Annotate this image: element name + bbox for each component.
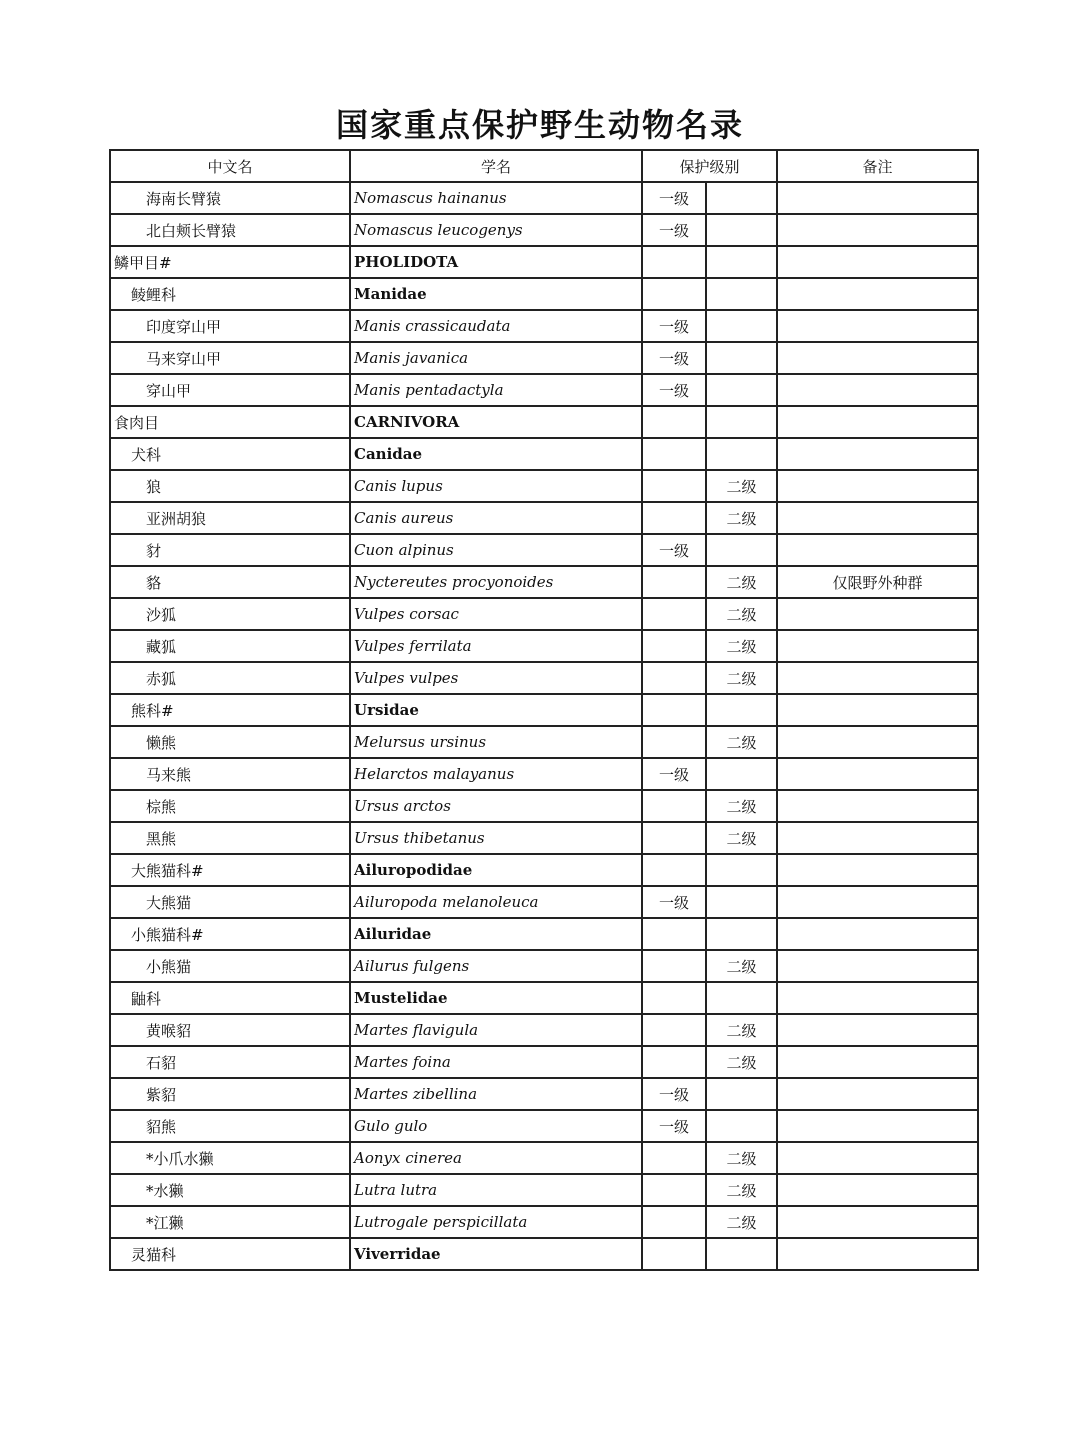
level-two-cell	[706, 758, 777, 790]
level-one-cell	[642, 662, 706, 694]
chinese-name-cell: *水獭	[110, 1174, 350, 1206]
remarks-cell	[777, 342, 978, 374]
header-remarks: 备注	[777, 150, 978, 182]
remarks-cell	[777, 1142, 978, 1174]
table-row	[110, 342, 978, 374]
level-two-cell	[706, 438, 777, 470]
remarks-cell	[777, 246, 978, 278]
remarks-cell	[777, 1014, 978, 1046]
scientific-name-cell: Nomascus hainanus	[350, 182, 642, 214]
scientific-name-cell: Gulo gulo	[350, 1110, 642, 1142]
scientific-name-cell: Manidae	[350, 278, 642, 310]
table-row	[110, 470, 978, 502]
header-chinese-name: 中文名	[110, 150, 350, 182]
remarks-cell	[777, 1238, 978, 1270]
level-two-cell	[706, 406, 777, 438]
level-one-cell: 一级	[642, 1078, 706, 1110]
chinese-name-cell: 小熊猫	[110, 950, 350, 982]
table-row	[110, 1078, 978, 1110]
scientific-name-cell: Canis lupus	[350, 470, 642, 502]
level-two-cell: 二级	[706, 1206, 777, 1238]
level-two-cell	[706, 214, 777, 246]
level-two-cell	[706, 1238, 777, 1270]
chinese-name-cell: 石貂	[110, 1046, 350, 1078]
remarks-cell	[777, 1046, 978, 1078]
level-one-cell: 一级	[642, 374, 706, 406]
scientific-name-cell: Martes zibellina	[350, 1078, 642, 1110]
scientific-name-cell: Ailuropoda melanoleuca	[350, 886, 642, 918]
level-one-cell: 一级	[642, 310, 706, 342]
level-two-cell	[706, 918, 777, 950]
level-two-cell	[706, 694, 777, 726]
chinese-name-cell: 懒熊	[110, 726, 350, 758]
level-one-cell: 一级	[642, 534, 706, 566]
table-row	[110, 1014, 978, 1046]
table-row	[110, 1206, 978, 1238]
table-row	[110, 1046, 978, 1078]
scientific-name-cell: Manis crassicaudata	[350, 310, 642, 342]
remarks-cell	[777, 918, 978, 950]
scientific-name-cell: Vulpes corsac	[350, 598, 642, 630]
table-row	[110, 630, 978, 662]
level-one-cell	[642, 438, 706, 470]
level-one-cell	[642, 502, 706, 534]
chinese-name-cell: 马来熊	[110, 758, 350, 790]
remarks-cell	[777, 1206, 978, 1238]
level-two-cell: 二级	[706, 470, 777, 502]
scientific-name-cell: Martes foina	[350, 1046, 642, 1078]
scientific-name-cell: Helarctos malayanus	[350, 758, 642, 790]
scientific-name-cell: Cuon alpinus	[350, 534, 642, 566]
level-two-cell	[706, 342, 777, 374]
chinese-name-cell: 大熊猫	[110, 886, 350, 918]
chinese-name-cell: 貉	[110, 566, 350, 598]
chinese-name-cell: 海南长臂猿	[110, 182, 350, 214]
level-two-cell: 二级	[706, 1046, 777, 1078]
chinese-name-cell: 赤狐	[110, 662, 350, 694]
species-table	[109, 149, 979, 1271]
level-one-cell: 一级	[642, 342, 706, 374]
level-two-cell: 二级	[706, 1174, 777, 1206]
level-two-cell	[706, 246, 777, 278]
level-one-cell	[642, 854, 706, 886]
table-row	[110, 246, 978, 278]
scientific-name-cell: Vulpes ferrilata	[350, 630, 642, 662]
level-one-cell	[642, 278, 706, 310]
level-two-cell: 二级	[706, 950, 777, 982]
scientific-name-cell: Lutrogale perspicillata	[350, 1206, 642, 1238]
level-one-cell: 一级	[642, 886, 706, 918]
table-row	[110, 822, 978, 854]
level-two-cell	[706, 374, 777, 406]
level-two-cell	[706, 182, 777, 214]
level-one-cell	[642, 566, 706, 598]
remarks-cell	[777, 374, 978, 406]
scientific-name-cell: Ursus thibetanus	[350, 822, 642, 854]
page-title: 国家重点保护野生动物名录	[335, 106, 744, 144]
remarks-cell	[777, 310, 978, 342]
level-two-cell	[706, 886, 777, 918]
scientific-name-cell: PHOLIDOTA	[350, 246, 642, 278]
table-row	[110, 1142, 978, 1174]
table-row	[110, 694, 978, 726]
remarks-cell	[777, 598, 978, 630]
remarks-cell	[777, 502, 978, 534]
chinese-name-cell: 棕熊	[110, 790, 350, 822]
chinese-name-cell: 沙狐	[110, 598, 350, 630]
level-one-cell: 一级	[642, 214, 706, 246]
remarks-cell	[777, 726, 978, 758]
remarks-cell	[777, 534, 978, 566]
level-two-cell	[706, 854, 777, 886]
table-row	[110, 278, 978, 310]
chinese-name-cell: 印度穿山甲	[110, 310, 350, 342]
level-two-cell: 二级	[706, 726, 777, 758]
level-one-cell	[642, 598, 706, 630]
remarks-cell	[777, 694, 978, 726]
scientific-name-cell: Manis javanica	[350, 342, 642, 374]
scientific-name-cell: Ailuropodidae	[350, 854, 642, 886]
level-two-cell	[706, 1110, 777, 1142]
table-row	[110, 1238, 978, 1270]
chinese-name-cell: 穿山甲	[110, 374, 350, 406]
table-row	[110, 790, 978, 822]
remarks-cell	[777, 886, 978, 918]
table-row	[110, 918, 978, 950]
level-two-cell: 二级	[706, 502, 777, 534]
chinese-name-cell: 黑熊	[110, 822, 350, 854]
table-row	[110, 406, 978, 438]
level-one-cell	[642, 1142, 706, 1174]
chinese-name-cell: 鳞甲目#	[110, 246, 350, 278]
level-two-cell: 二级	[706, 822, 777, 854]
scientific-name-cell: Mustelidae	[350, 982, 642, 1014]
remarks-cell	[777, 854, 978, 886]
remarks-cell	[777, 438, 978, 470]
remarks-cell: 仅限野外种群	[777, 566, 978, 598]
level-one-cell	[642, 822, 706, 854]
chinese-name-cell: 马来穿山甲	[110, 342, 350, 374]
table-row	[110, 214, 978, 246]
remarks-cell	[777, 182, 978, 214]
chinese-name-cell: 熊科#	[110, 694, 350, 726]
chinese-name-cell: *江獭	[110, 1206, 350, 1238]
scientific-name-cell: Ailurus fulgens	[350, 950, 642, 982]
level-two-cell	[706, 310, 777, 342]
chinese-name-cell: 鲮鲤科	[110, 278, 350, 310]
level-one-cell	[642, 406, 706, 438]
table-row	[110, 534, 978, 566]
remarks-cell	[777, 630, 978, 662]
scientific-name-cell: Aonyx cinerea	[350, 1142, 642, 1174]
chinese-name-cell: 貂熊	[110, 1110, 350, 1142]
level-one-cell	[642, 950, 706, 982]
remarks-cell	[777, 1174, 978, 1206]
remarks-cell	[777, 822, 978, 854]
scientific-name-cell: Nomascus leucogenys	[350, 214, 642, 246]
chinese-name-cell: 北白颊长臂猿	[110, 214, 350, 246]
table-row	[110, 886, 978, 918]
level-two-cell: 二级	[706, 1014, 777, 1046]
table-row	[110, 310, 978, 342]
table-row	[110, 182, 978, 214]
scientific-name-cell: Viverridae	[350, 1238, 642, 1270]
scientific-name-cell: Ursus arctos	[350, 790, 642, 822]
scientific-name-cell: Vulpes vulpes	[350, 662, 642, 694]
level-two-cell: 二级	[706, 790, 777, 822]
scientific-name-cell: Ailuridae	[350, 918, 642, 950]
table-row	[110, 598, 978, 630]
scientific-name-cell: Canidae	[350, 438, 642, 470]
level-one-cell	[642, 1206, 706, 1238]
level-one-cell	[642, 246, 706, 278]
remarks-cell	[777, 1110, 978, 1142]
scientific-name-cell: Ursidae	[350, 694, 642, 726]
chinese-name-cell: 小熊猫科#	[110, 918, 350, 950]
table-row	[110, 566, 978, 598]
table-row	[110, 1110, 978, 1142]
remarks-cell	[777, 982, 978, 1014]
level-one-cell	[642, 918, 706, 950]
scientific-name-cell: Canis aureus	[350, 502, 642, 534]
chinese-name-cell: 大熊猫科#	[110, 854, 350, 886]
scientific-name-cell: Nyctereutes procyonoides	[350, 566, 642, 598]
level-two-cell	[706, 534, 777, 566]
level-one-cell	[642, 790, 706, 822]
level-two-cell: 二级	[706, 1142, 777, 1174]
table-row	[110, 502, 978, 534]
level-one-cell: 一级	[642, 758, 706, 790]
chinese-name-cell: 黄喉貂	[110, 1014, 350, 1046]
chinese-name-cell: 亚洲胡狼	[110, 502, 350, 534]
level-one-cell	[642, 470, 706, 502]
scientific-name-cell: Melursus ursinus	[350, 726, 642, 758]
table-row	[110, 854, 978, 886]
remarks-cell	[777, 214, 978, 246]
table-row	[110, 950, 978, 982]
scientific-name-cell: Martes flavigula	[350, 1014, 642, 1046]
level-two-cell	[706, 982, 777, 1014]
level-one-cell	[642, 1238, 706, 1270]
scientific-name-cell: Lutra lutra	[350, 1174, 642, 1206]
table-row	[110, 374, 978, 406]
table-row	[110, 1174, 978, 1206]
chinese-name-cell: 鼬科	[110, 982, 350, 1014]
table-row	[110, 662, 978, 694]
level-two-cell: 二级	[706, 662, 777, 694]
scientific-name-cell: Manis pentadactyla	[350, 374, 642, 406]
remarks-cell	[777, 1078, 978, 1110]
level-two-cell: 二级	[706, 598, 777, 630]
chinese-name-cell: 紫貂	[110, 1078, 350, 1110]
remarks-cell	[777, 758, 978, 790]
level-one-cell	[642, 694, 706, 726]
level-one-cell	[642, 1046, 706, 1078]
scientific-name-cell: CARNIVORA	[350, 406, 642, 438]
chinese-name-cell: 豺	[110, 534, 350, 566]
remarks-cell	[777, 278, 978, 310]
chinese-name-cell: 食肉目	[110, 406, 350, 438]
remarks-cell	[777, 662, 978, 694]
level-two-cell: 二级	[706, 566, 777, 598]
chinese-name-cell: 犬科	[110, 438, 350, 470]
header-scientific-name: 学名	[350, 150, 642, 182]
header-row	[110, 150, 978, 182]
level-one-cell: 一级	[642, 1110, 706, 1142]
remarks-cell	[777, 790, 978, 822]
table-row	[110, 438, 978, 470]
level-one-cell	[642, 726, 706, 758]
header-protection-level: 保护级别	[642, 150, 777, 182]
level-two-cell	[706, 1078, 777, 1110]
level-one-cell	[642, 982, 706, 1014]
level-two-cell: 二级	[706, 630, 777, 662]
chinese-name-cell: 狼	[110, 470, 350, 502]
level-one-cell	[642, 1014, 706, 1046]
level-one-cell	[642, 1174, 706, 1206]
remarks-cell	[777, 406, 978, 438]
table-row	[110, 726, 978, 758]
table-row	[110, 982, 978, 1014]
chinese-name-cell: 藏狐	[110, 630, 350, 662]
chinese-name-cell: 灵猫科	[110, 1238, 350, 1270]
chinese-name-cell: *小爪水獭	[110, 1142, 350, 1174]
table-row	[110, 758, 978, 790]
remarks-cell	[777, 470, 978, 502]
level-one-cell	[642, 630, 706, 662]
level-one-cell: 一级	[642, 182, 706, 214]
level-two-cell	[706, 278, 777, 310]
remarks-cell	[777, 950, 978, 982]
